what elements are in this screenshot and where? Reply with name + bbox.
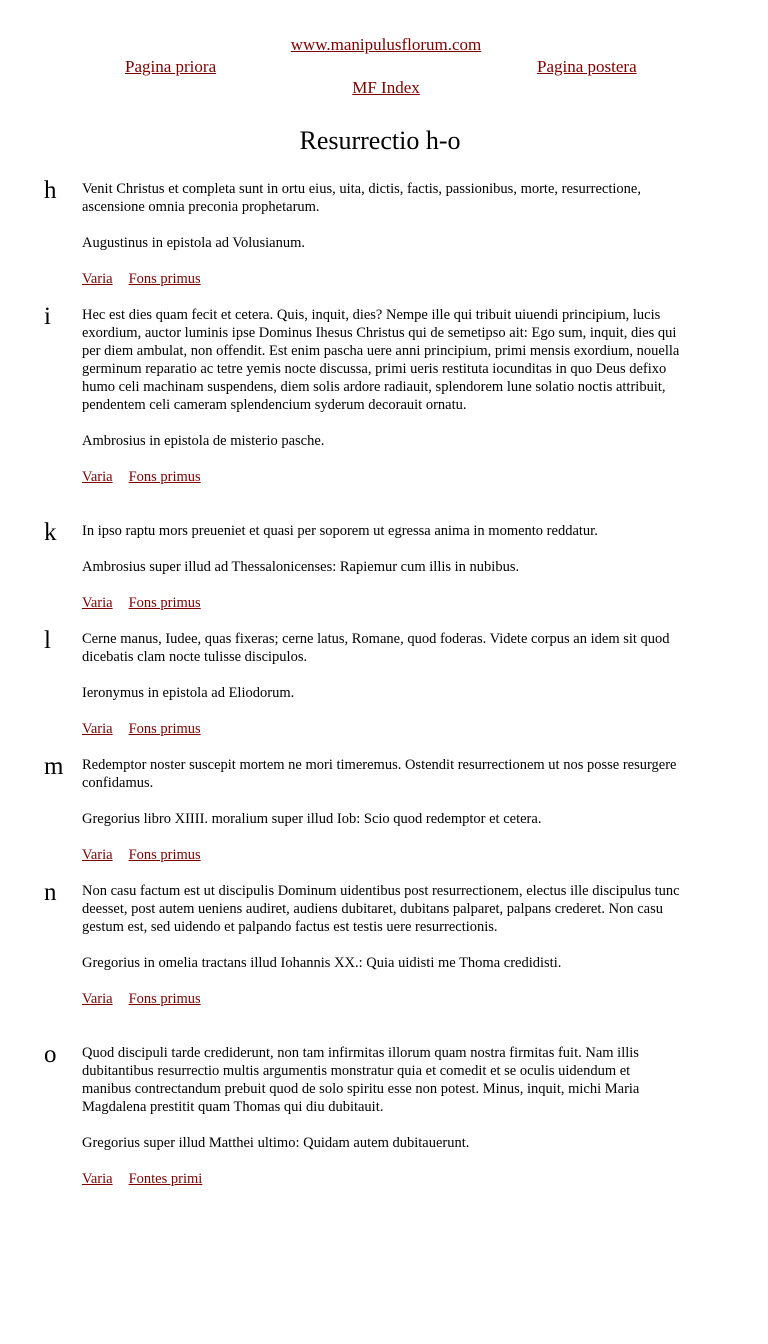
entry-body (82, 756, 682, 882)
entry-letter: k (44, 519, 57, 546)
entry-text: In ipso raptu mors preueniet et quasi per soporem ut egressa anima in momento reddatur. (82, 523, 598, 539)
entry-source: Ieronymus in epistola ad Eliodorum. (82, 685, 295, 701)
site-home-link[interactable]: www.manipulusflorum.com (290, 35, 482, 54)
varia-link[interactable]: Varia (82, 991, 113, 1007)
entry-links (82, 990, 682, 1008)
entry-body (82, 630, 682, 756)
entry-text: Non casu factum est ut discipulis Dominum uidentibus post resurrectionem, electus ille discipulus tunc deesset, post autem ueniens audiret, audiens dubitaret, dubitans palparet, palpans crederet. Non casu gestum est, sed uidendo et palpando factus est testis uere resurrectionis. (82, 883, 680, 935)
fons-primus-link[interactable]: Fons primus (128, 271, 201, 287)
index-link[interactable]: MF Index (352, 78, 420, 97)
varia-link[interactable]: Varia (82, 847, 113, 863)
entry-source: Ambrosius in epistola de misterio pasche. (82, 433, 325, 449)
entry-body (82, 882, 682, 1026)
entry-source: Gregorius libro XIIII. moralium super illud Iob: Scio quod redemptor et cetera. (82, 811, 542, 827)
next-page-link[interactable]: Pagina postera (537, 57, 637, 76)
entry-letter: n (44, 879, 57, 906)
fons-primus-link[interactable]: Fons primus (128, 595, 201, 611)
varia-link[interactable]: Varia (82, 1171, 113, 1187)
entry-letter: i (44, 303, 51, 330)
entry-letter: m (44, 753, 64, 780)
page-title: Resurrectio h-o (299, 126, 461, 155)
entry-source: Gregorius in omelia tractans illud Iohannis XX.: Quia uidisti me Thoma credidisti. (82, 955, 562, 971)
entry-source: Augustinus in epistola ad Volusianum. (82, 235, 306, 251)
fons-primus-link[interactable]: Fons primus (128, 847, 201, 863)
entry-links (82, 1170, 682, 1188)
varia-link[interactable]: Varia (82, 271, 113, 287)
entry-source: Ambrosius super illud ad Thessalonicenses: Rapiemur cum illis in nubibus. (82, 559, 520, 575)
entry-letter: o (44, 1041, 57, 1068)
entry-body (82, 1044, 682, 1206)
entry-links (82, 846, 682, 864)
entry-letter: h (44, 177, 57, 204)
entry-text: Cerne manus, Iudee, quas fixeras; cerne latus, Romane, quod foderas. Videte corpus an idem sit quod dicebatis clam nocte tulisse discipulos. (82, 631, 670, 665)
varia-link[interactable]: Varia (82, 469, 113, 485)
entry-links (82, 720, 682, 738)
entry-source: Gregorius super illud Matthei ultimo: Quidam autem dubitauerunt. (82, 1135, 470, 1151)
entry-text: Venit Christus et completa sunt in ortu eius, uita, dictis, factis, passionibus, morte, resurrectione, ascensione omnia preconia prophetarum. (82, 181, 641, 215)
entry-links (82, 468, 682, 486)
fontes-primi-link[interactable]: Fontes primi (128, 1171, 203, 1187)
previous-page-link[interactable]: Pagina priora (125, 57, 217, 76)
entry-text: Hec est dies quam fecit et cetera. Quis, inquit, dies? Nempe ille qui tribuit uiuendi principium, lucis exordium, auctor luminis ipse Dominus Ihesus Christus qui de semetipso ait: Ego sum, inquit, dies qui per diem ambulat, non offendit. Est enim pascha uere anni principium, primi mensis exordium, nouella germinum reparatio ac tetre yemis nocte discussa, primi ueris restituta iocunditas in quo Deus defixo humo celi machinam suspendens, diem solis ardore radiauit, splendorem lune solatio noctis attribuit, pendentem celi cameram splendencium syderum decorauit ornatu. (82, 307, 680, 413)
entry-links (82, 594, 682, 612)
entry-letter: l (44, 627, 51, 654)
entry-links (82, 270, 682, 288)
entry-body (82, 522, 682, 630)
fons-primus-link[interactable]: Fons primus (128, 469, 201, 485)
fons-primus-link[interactable]: Fons primus (128, 721, 201, 737)
entry-body (82, 180, 682, 306)
entry-text: Quod discipuli tarde crediderunt, non tam infirmitas illorum quam nostra firmitas fuit. Nam illis dubitantibus resurrectio multis argumentis monstratur quia et comedit et se oculis uidendum et manibus contrectandum prebuit quod de solo spiritu esse non potest. Minus, inquit, michi Maria Magdalena prestitit quam Thomas qui diu dubitauit. (82, 1045, 640, 1115)
entry-body (82, 306, 682, 504)
entry-text: Redemptor noster suscepit mortem ne mori timeremus. Ostendit resurrectionem ut nos posse resurgere confidamus. (82, 757, 677, 791)
varia-link[interactable]: Varia (82, 595, 113, 611)
varia-link[interactable]: Varia (82, 721, 113, 737)
fons-primus-link[interactable]: Fons primus (128, 991, 201, 1007)
